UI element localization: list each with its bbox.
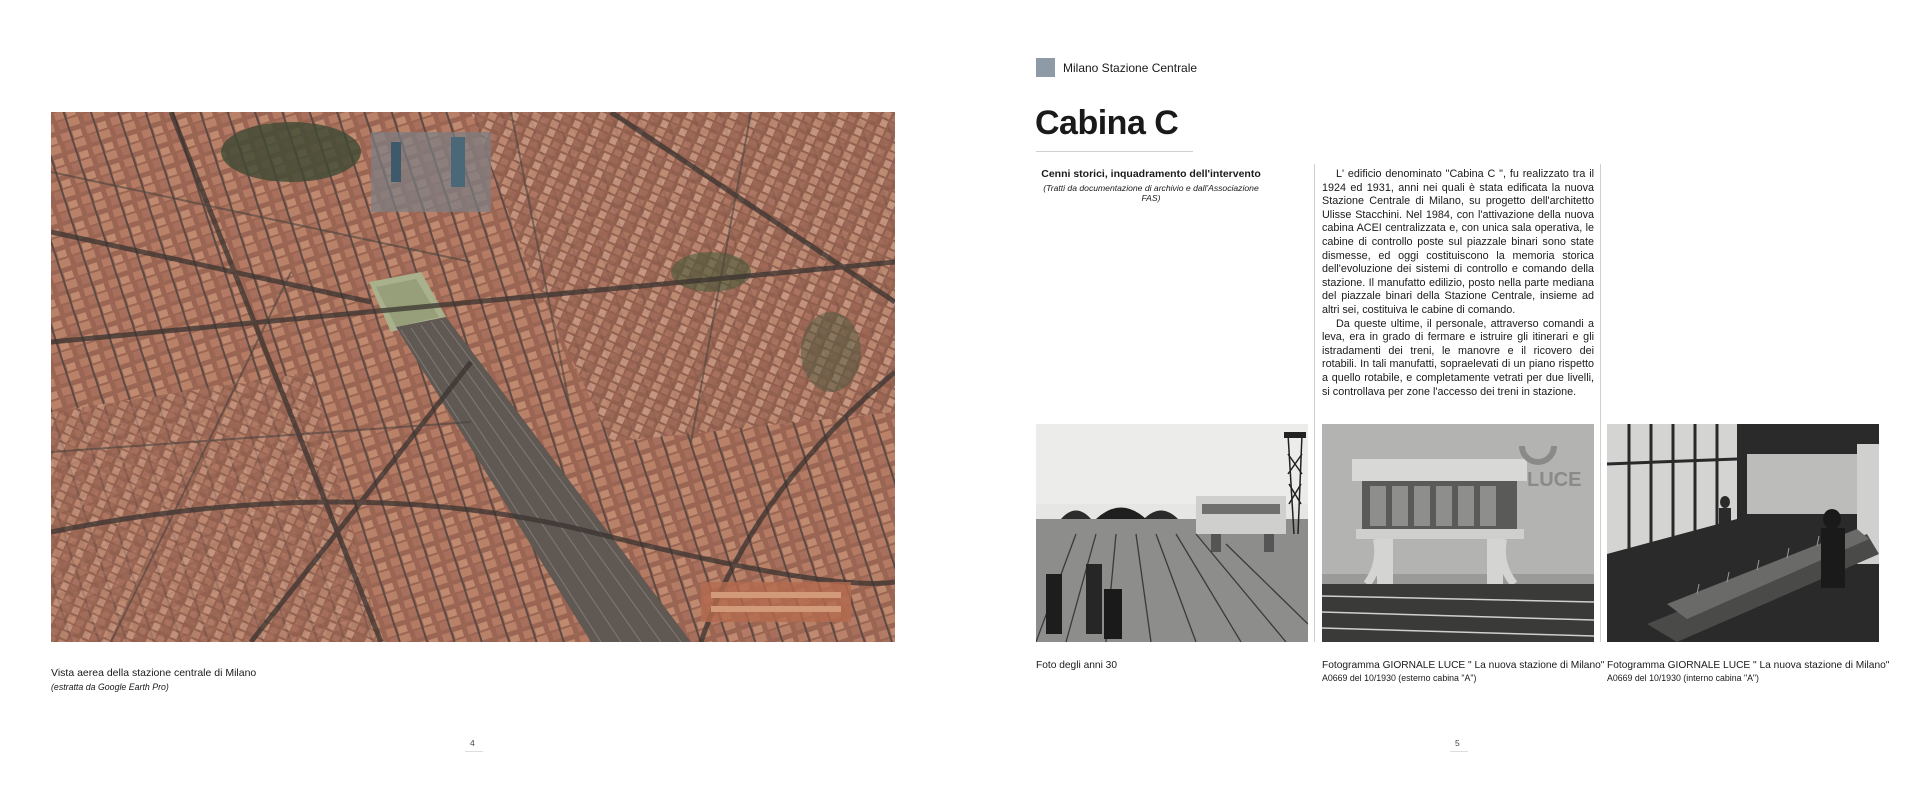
chapter-title: Milano Stazione Centrale	[1063, 60, 1198, 75]
photo-caption-1	[1036, 659, 1117, 672]
caption-source: A0669 del 10/1930 (interno cabina "A")	[1607, 673, 1759, 683]
caption-text: Fotogramma GIORNALE LUCE " La nuova stazione di Milano"	[1322, 660, 1605, 671]
caption-text: Vista aerea della stazione centrale di Milano	[51, 667, 257, 679]
photo-caption-3	[1607, 659, 1889, 685]
paragraph: Da queste ultime, il personale, attraverso comandi a leva, era in grado di fermare e istruire gli itinerari e gli istradamenti dei treni, le manovre e il ricovero dei rotabili. In tali manufatti, sopraelevati di un piano rispetto a quello rotabile, e completamente vetrati per due livelli, si controllava per zone l'accesso dei treni in stazione.	[1322, 317, 1594, 398]
intro-heading: Cenni storici, inquadramento dell'intervento	[1041, 168, 1261, 180]
aerial-photo	[51, 112, 895, 642]
column-divider-2	[1600, 164, 1601, 642]
photo-railyard-image	[1036, 424, 1308, 642]
photo-cabin-interior	[1607, 424, 1879, 642]
page-number-right: 5	[1455, 738, 1468, 752]
title-divider	[1036, 151, 1193, 152]
chapter-square-icon	[1036, 58, 1055, 77]
luce-watermark: LUCE	[1527, 469, 1582, 491]
aerial-photo-caption	[51, 666, 256, 694]
paragraph: L' edificio denominato "Cabina C ", fu realizzato tra il 1924 ed 1931, anni nei quali è stata edificata la nuova Stazione Centrale di Milano, su progetto dell'architetto Ulisse Stacchini. Nel 1984, con l'attivazione della nuova cabina ACEI centralizzata e, con unica sala operativa, le cabine di controllo poste sul piazzale binari sono state dismesse, ed oggi costituiscono la memoria storica dell'evoluzione dei sistemi di controllo e comando della stazione. Il manufatto edilizio, posto nella parte mediana del piazzale binari della Stazione Centrale, insieme ad altri sei, costituiva le cabine di comando.	[1322, 168, 1594, 316]
intro-block	[1036, 168, 1266, 203]
photo-cabin-exterior-image	[1322, 424, 1594, 642]
caption-source: A0669 del 10/1930 (esterno cabina "A")	[1322, 673, 1477, 683]
intro-subheading: (Tratti da documentazione di archivio e dall'Associazione FAS)	[1043, 183, 1259, 203]
aerial-photo-image	[51, 112, 895, 642]
page-number-left: 4	[470, 738, 483, 752]
column-divider-1	[1314, 164, 1315, 642]
photo-cabin-interior-image	[1607, 424, 1879, 642]
photo-cabin-exterior	[1322, 424, 1594, 642]
body-text	[1322, 168, 1594, 399]
caption-text: Foto degli anni 30	[1036, 660, 1117, 671]
caption-source: (estratta da Google Earth Pro)	[51, 682, 169, 692]
page-title: Cabina C	[1035, 104, 1179, 142]
caption-text: Fotogramma GIORNALE LUCE " La nuova stazione di Milano"	[1607, 660, 1890, 671]
photo-caption-2	[1322, 659, 1604, 685]
photo-railyard	[1036, 424, 1308, 642]
chapter-header	[1036, 58, 1197, 77]
